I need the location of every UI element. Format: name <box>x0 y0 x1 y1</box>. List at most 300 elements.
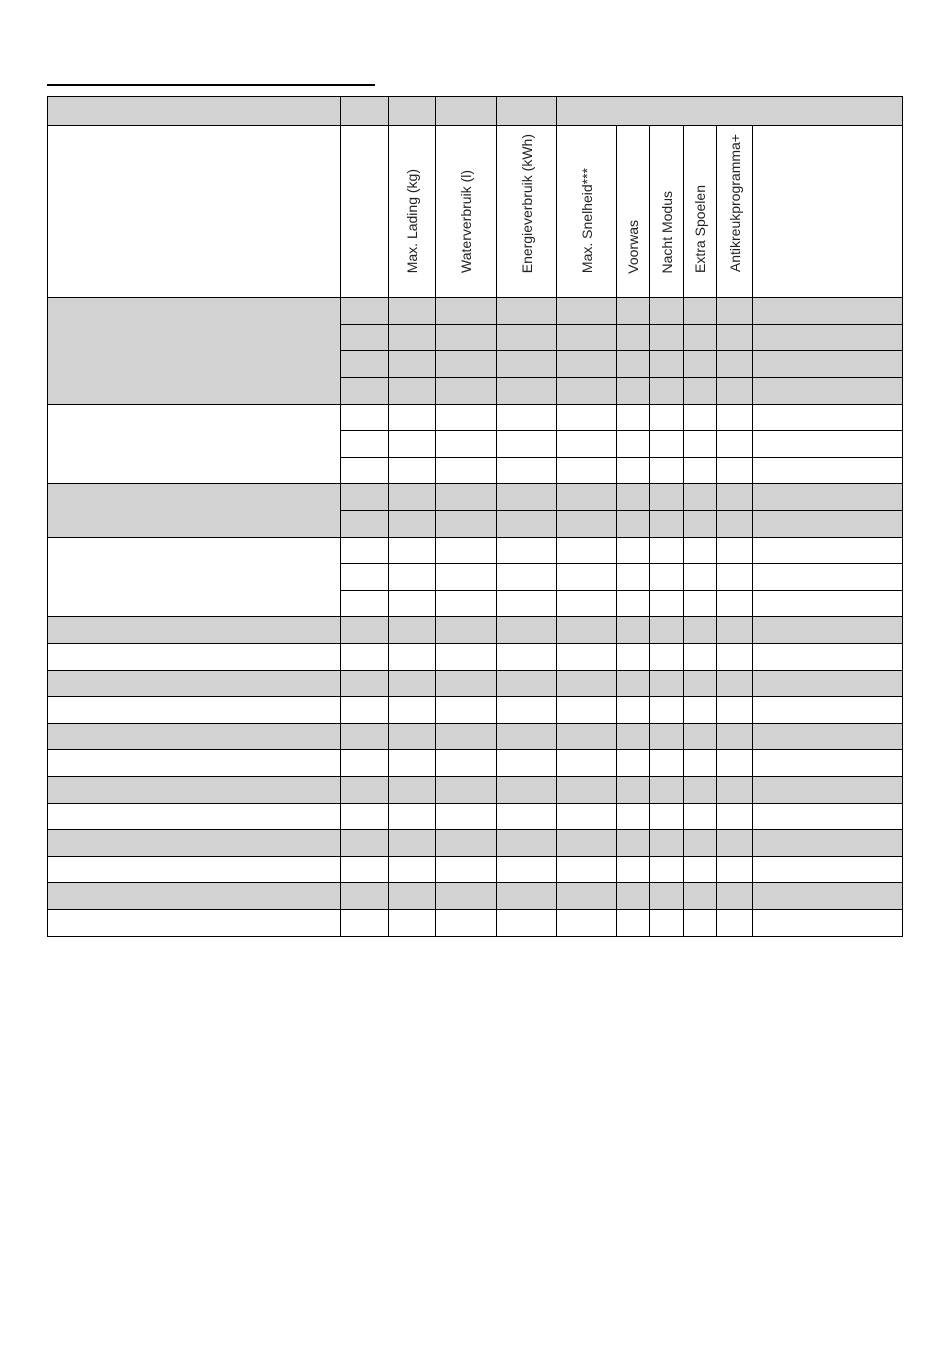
table-cell <box>617 457 650 484</box>
table-cell <box>557 431 617 458</box>
table-cell <box>650 537 684 564</box>
table-cell <box>617 511 650 538</box>
header-cell <box>341 97 389 126</box>
table-cell <box>717 909 753 936</box>
table-cell <box>617 351 650 378</box>
table-cell <box>753 909 903 936</box>
table-cell <box>684 856 717 883</box>
table-cell <box>684 803 717 830</box>
table-cell <box>497 431 557 458</box>
table-cell <box>557 617 617 644</box>
table-cell <box>497 324 557 351</box>
table-cell <box>717 564 753 591</box>
programme-name-cell <box>48 803 341 830</box>
table-cell <box>617 670 650 697</box>
programme-name-cell <box>48 776 341 803</box>
table-cell <box>617 564 650 591</box>
table-cell <box>497 590 557 617</box>
table-cell <box>684 830 717 857</box>
table-cell <box>650 776 684 803</box>
table-cell <box>497 298 557 325</box>
table-cell <box>341 324 389 351</box>
table-cell <box>497 537 557 564</box>
table-cell <box>497 830 557 857</box>
col-water <box>436 126 497 298</box>
table-cell <box>753 750 903 777</box>
table-cell <box>389 617 436 644</box>
table-cell <box>717 670 753 697</box>
table-cell <box>753 697 903 724</box>
table-cell <box>617 590 650 617</box>
table-cell <box>684 909 717 936</box>
table-cell <box>717 457 753 484</box>
table-cell <box>617 856 650 883</box>
table-cell <box>341 750 389 777</box>
table-cell <box>436 697 497 724</box>
col-extra-rinse <box>684 126 717 298</box>
table-cell <box>341 697 389 724</box>
table-cell <box>557 883 617 910</box>
table-cell <box>753 404 903 431</box>
table-cell <box>341 670 389 697</box>
table-cell <box>684 378 717 405</box>
table-cell <box>389 776 436 803</box>
table-row <box>48 723 903 750</box>
table-cell <box>684 776 717 803</box>
programme-name-cell <box>48 883 341 910</box>
table-cell <box>684 511 717 538</box>
table-cell <box>436 776 497 803</box>
table-cell <box>341 617 389 644</box>
col-max-load <box>389 126 436 298</box>
table-cell <box>753 351 903 378</box>
table-cell <box>436 378 497 405</box>
table-cell <box>684 697 717 724</box>
table-cell <box>557 511 617 538</box>
table-cell <box>341 298 389 325</box>
table-cell <box>389 537 436 564</box>
table-cell <box>684 431 717 458</box>
col-max-speed <box>557 126 617 298</box>
table-cell <box>557 484 617 511</box>
table-cell <box>650 457 684 484</box>
table-cell <box>753 564 903 591</box>
table-cell <box>717 537 753 564</box>
table-cell <box>389 830 436 857</box>
table-cell <box>436 830 497 857</box>
table-cell <box>389 883 436 910</box>
table-row <box>48 670 903 697</box>
table-cell <box>650 803 684 830</box>
table-cell <box>753 324 903 351</box>
table-cell <box>557 776 617 803</box>
table-cell <box>341 776 389 803</box>
table-cell <box>557 697 617 724</box>
table-cell <box>436 670 497 697</box>
table-cell <box>684 643 717 670</box>
table-cell <box>557 378 617 405</box>
table-cell <box>684 670 717 697</box>
table-cell <box>557 324 617 351</box>
table-cell <box>717 750 753 777</box>
table-row <box>48 404 903 431</box>
programme-table <box>47 96 903 937</box>
table-cell <box>341 643 389 670</box>
table-row <box>48 298 903 325</box>
table-cell <box>497 670 557 697</box>
programme-name-cell <box>48 909 341 936</box>
table-cell <box>753 830 903 857</box>
table-cell <box>717 324 753 351</box>
programme-name-cell <box>48 617 341 644</box>
table-cell <box>436 590 497 617</box>
table-cell <box>497 351 557 378</box>
table-cell <box>436 457 497 484</box>
table-cell <box>341 723 389 750</box>
table-cell <box>341 457 389 484</box>
table-cell <box>717 431 753 458</box>
table-cell <box>650 643 684 670</box>
table-cell <box>717 378 753 405</box>
table-row <box>48 883 903 910</box>
table-cell <box>650 324 684 351</box>
table-row <box>48 484 903 511</box>
table-cell <box>497 883 557 910</box>
table-cell <box>436 564 497 591</box>
table-cell <box>617 750 650 777</box>
table-cell <box>753 643 903 670</box>
table-cell <box>617 378 650 405</box>
col-max-load-label: Max. Lading (kg) <box>404 168 420 274</box>
header-cell <box>48 97 341 126</box>
table-cell <box>650 564 684 591</box>
programme-name-cell <box>48 723 341 750</box>
table-cell <box>650 883 684 910</box>
table-cell <box>717 856 753 883</box>
table-row <box>48 750 903 777</box>
table-cell <box>650 590 684 617</box>
table-cell <box>753 590 903 617</box>
table-cell <box>717 883 753 910</box>
table-cell <box>557 670 617 697</box>
table-cell <box>617 484 650 511</box>
programme-name-cell <box>48 670 341 697</box>
table-cell <box>557 856 617 883</box>
programme-name-cell <box>48 298 341 404</box>
table-cell <box>389 298 436 325</box>
table-cell <box>557 351 617 378</box>
table-cell <box>497 511 557 538</box>
table-cell <box>436 324 497 351</box>
table-cell <box>341 909 389 936</box>
table-cell <box>717 723 753 750</box>
table-cell <box>497 643 557 670</box>
table-cell <box>341 378 389 405</box>
col-prewash <box>617 126 650 298</box>
header-cell <box>389 97 436 126</box>
table-cell <box>753 670 903 697</box>
table-cell <box>389 511 436 538</box>
table-cell <box>389 803 436 830</box>
programme-name-cell <box>48 856 341 883</box>
table-cell <box>436 750 497 777</box>
programme-name-cell <box>48 830 341 857</box>
table-cell <box>341 484 389 511</box>
table-cell <box>753 776 903 803</box>
table-cell <box>717 776 753 803</box>
table-cell <box>389 484 436 511</box>
table-cell <box>341 351 389 378</box>
table-cell <box>684 404 717 431</box>
header-cell <box>753 126 903 298</box>
table-cell <box>617 697 650 724</box>
table-row <box>48 803 903 830</box>
heading-rule <box>47 84 375 86</box>
col-max-speed-label: Max. Snelheid*** <box>578 168 595 274</box>
header-cell <box>341 126 389 298</box>
table-cell <box>617 803 650 830</box>
table-cell <box>389 723 436 750</box>
table-cell <box>497 484 557 511</box>
programme-name-cell <box>48 484 341 537</box>
table-cell <box>650 723 684 750</box>
table-cell <box>717 643 753 670</box>
table-cell <box>684 883 717 910</box>
col-energy <box>497 126 557 298</box>
table-cell <box>684 537 717 564</box>
table-cell <box>617 643 650 670</box>
table-cell <box>650 404 684 431</box>
table-cell <box>753 617 903 644</box>
table-cell <box>436 404 497 431</box>
table-cell <box>650 856 684 883</box>
table-cell <box>617 537 650 564</box>
table-cell <box>684 723 717 750</box>
table-cell <box>717 617 753 644</box>
table-cell <box>557 723 617 750</box>
table-cell <box>684 351 717 378</box>
header-row-top <box>48 97 903 126</box>
table-cell <box>717 404 753 431</box>
table-cell <box>617 909 650 936</box>
col-water-label: Waterverbruik (l) <box>458 170 474 274</box>
table-cell <box>389 564 436 591</box>
header-row-labels <box>48 126 903 298</box>
col-prewash-label: Voorwas <box>625 219 641 274</box>
table-cell <box>753 883 903 910</box>
table-cell <box>717 511 753 538</box>
table-cell <box>650 830 684 857</box>
table-cell <box>617 883 650 910</box>
table-cell <box>389 590 436 617</box>
table-cell <box>436 298 497 325</box>
table-cell <box>436 537 497 564</box>
col-night-mode <box>650 126 684 298</box>
table-cell <box>436 511 497 538</box>
col-energy-label: Energieverbruik (kWh) <box>518 134 535 274</box>
table-row <box>48 537 903 564</box>
table-cell <box>557 590 617 617</box>
table-cell <box>684 457 717 484</box>
table-cell <box>436 351 497 378</box>
table-cell <box>497 750 557 777</box>
table-row <box>48 830 903 857</box>
table-cell <box>341 431 389 458</box>
programme-name-cell <box>48 537 341 617</box>
table-cell <box>650 617 684 644</box>
table-cell <box>557 803 617 830</box>
table-cell <box>684 484 717 511</box>
table-cell <box>717 803 753 830</box>
table-cell <box>557 750 617 777</box>
table-cell <box>717 830 753 857</box>
table-cell <box>497 457 557 484</box>
table-cell <box>753 723 903 750</box>
table-cell <box>497 697 557 724</box>
table-cell <box>617 431 650 458</box>
table-cell <box>557 298 617 325</box>
table-cell <box>389 909 436 936</box>
table-cell <box>436 431 497 458</box>
table-cell <box>497 803 557 830</box>
table-cell <box>650 378 684 405</box>
table-cell <box>497 909 557 936</box>
col-night-mode-label: Nacht Modus <box>658 190 675 274</box>
table-cell <box>389 324 436 351</box>
table-cell <box>497 617 557 644</box>
table-cell <box>617 298 650 325</box>
table-cell <box>557 457 617 484</box>
programme-name-cell <box>48 404 341 484</box>
table-row <box>48 697 903 724</box>
table-cell <box>436 723 497 750</box>
table-cell <box>617 723 650 750</box>
table-cell <box>650 697 684 724</box>
table-cell <box>497 404 557 431</box>
header-cell <box>497 97 557 126</box>
table-cell <box>717 298 753 325</box>
table-cell <box>753 457 903 484</box>
table-cell <box>389 643 436 670</box>
table-row <box>48 643 903 670</box>
table-cell <box>684 298 717 325</box>
table-cell <box>436 803 497 830</box>
header-cell-options <box>557 97 903 126</box>
table-cell <box>341 590 389 617</box>
table-cell <box>389 856 436 883</box>
table-cell <box>341 564 389 591</box>
table-cell <box>650 351 684 378</box>
table-cell <box>557 830 617 857</box>
table-cell <box>684 590 717 617</box>
table-cell <box>717 351 753 378</box>
table-cell <box>557 404 617 431</box>
table-cell <box>684 617 717 644</box>
table-cell <box>617 776 650 803</box>
programme-name-cell <box>48 697 341 724</box>
header-cell <box>436 97 497 126</box>
table-cell <box>753 484 903 511</box>
table-row <box>48 617 903 644</box>
table-cell <box>341 404 389 431</box>
table-cell <box>617 617 650 644</box>
table-cell <box>753 378 903 405</box>
table-cell <box>389 697 436 724</box>
table-cell <box>650 750 684 777</box>
table-cell <box>684 750 717 777</box>
table-cell <box>753 511 903 538</box>
table-cell <box>341 830 389 857</box>
table-cell <box>389 670 436 697</box>
table-cell <box>650 511 684 538</box>
table-cell <box>753 856 903 883</box>
table-cell <box>389 404 436 431</box>
table-cell <box>436 484 497 511</box>
table-cell <box>497 776 557 803</box>
table-cell <box>717 697 753 724</box>
table-cell <box>650 298 684 325</box>
table-cell <box>389 351 436 378</box>
table-cell <box>341 511 389 538</box>
table-cell <box>684 564 717 591</box>
table-row <box>48 776 903 803</box>
table-cell <box>497 856 557 883</box>
table-cell <box>617 404 650 431</box>
table-cell <box>650 484 684 511</box>
table-cell <box>341 803 389 830</box>
table-cell <box>436 617 497 644</box>
table-cell <box>557 537 617 564</box>
table-cell <box>684 324 717 351</box>
col-anti-crease-label: Antikreukprogramma+ <box>726 134 743 273</box>
table-row <box>48 856 903 883</box>
table-cell <box>341 856 389 883</box>
table-cell <box>617 830 650 857</box>
table-cell <box>389 378 436 405</box>
table-cell <box>650 431 684 458</box>
table-cell <box>389 750 436 777</box>
programme-name-cell <box>48 750 341 777</box>
table-cell <box>436 883 497 910</box>
table-cell <box>557 643 617 670</box>
table-cell <box>497 723 557 750</box>
table-cell <box>753 298 903 325</box>
programme-name-cell <box>48 643 341 670</box>
table-cell <box>650 909 684 936</box>
table-cell <box>436 856 497 883</box>
table-row <box>48 909 903 936</box>
table-cell <box>389 457 436 484</box>
table-cell <box>717 590 753 617</box>
col-extra-rinse-label: Extra Spoelen <box>692 185 708 274</box>
table-cell <box>436 643 497 670</box>
table-cell <box>617 324 650 351</box>
table-cell <box>341 883 389 910</box>
table-cell <box>557 909 617 936</box>
table-cell <box>497 378 557 405</box>
table-cell <box>717 484 753 511</box>
table-cell <box>753 537 903 564</box>
col-anti-crease <box>717 126 753 298</box>
table-cell <box>436 909 497 936</box>
table-cell <box>497 564 557 591</box>
table-cell <box>753 803 903 830</box>
table-cell <box>557 564 617 591</box>
table-cell <box>389 431 436 458</box>
header-cell <box>48 126 341 298</box>
table-cell <box>341 537 389 564</box>
table-cell <box>753 431 903 458</box>
